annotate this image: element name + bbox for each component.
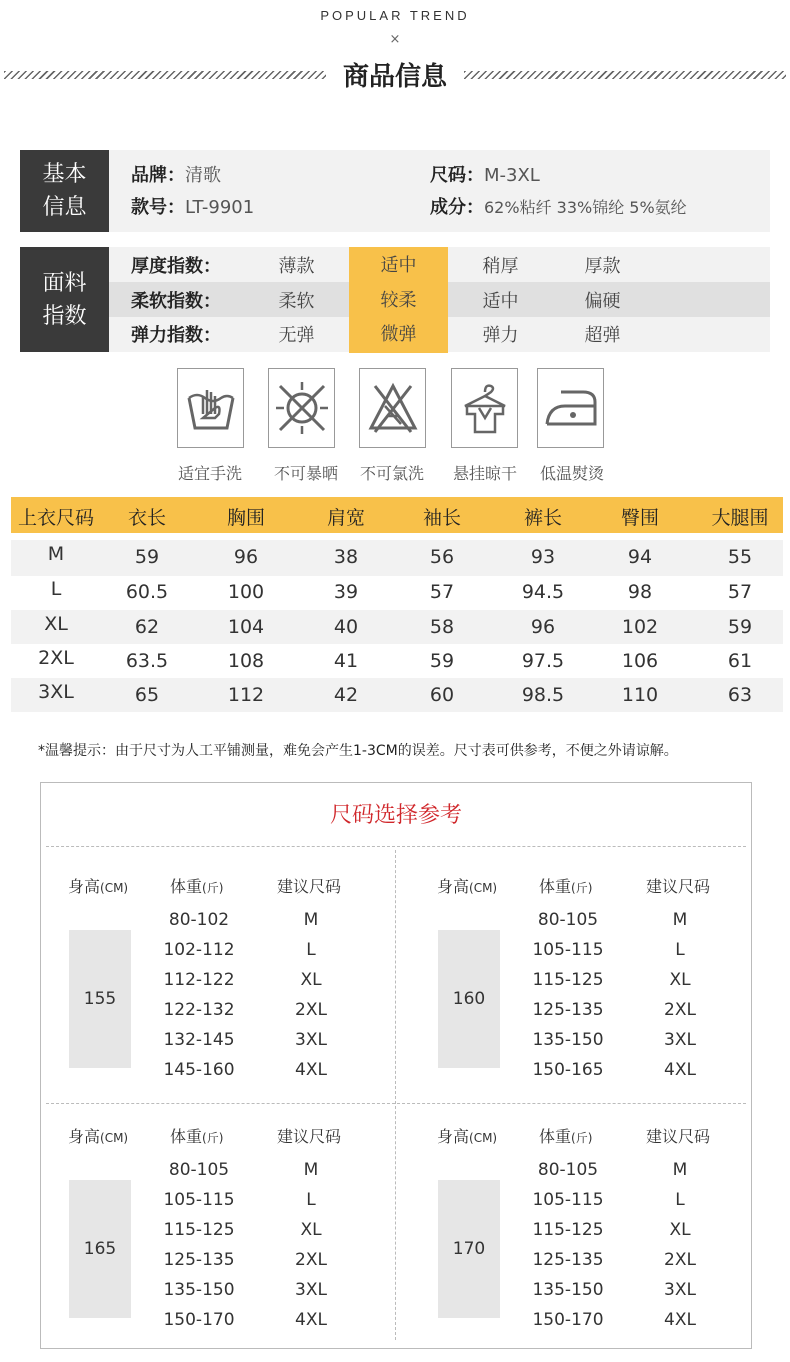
size-table-cell: 98.5 [521, 684, 565, 706]
size-table-size-cell: M [47, 543, 65, 565]
weight-range-cell: 135-150 [532, 1030, 604, 1050]
height-column-header: 身高(CM) [68, 877, 129, 896]
size-table-column-header: 上衣尺码 [17, 507, 94, 529]
size-table-cell: 94.5 [521, 581, 565, 603]
care-label: 适宜手洗 [177, 464, 242, 483]
size-table-cell: 59 [134, 546, 160, 568]
fabric-index-label: 面料 指数 [20, 247, 109, 352]
size-table-column-header: 肩宽 [326, 507, 365, 529]
size-table-cell: 96 [530, 616, 556, 638]
suggested-size-cell: L [675, 940, 685, 960]
height-value-box: 160 [438, 930, 500, 1068]
dashed-divider-vertical [395, 850, 396, 1340]
suggested-size-column-header: 建议尺码 [277, 877, 342, 896]
suggested-size-cell: M [672, 1160, 688, 1180]
weight-range-cell: 122-132 [163, 1000, 235, 1020]
weight-range-cell: 105-115 [532, 940, 604, 960]
weight-range-cell: 115-125 [163, 1220, 235, 1240]
suggested-size-cell: 3XL [664, 1030, 696, 1050]
size-table-size-cell: L [50, 578, 62, 600]
fabric-option-selected: 微弹 [349, 316, 448, 353]
section-title: 商品信息 [342, 62, 447, 92]
brand-field: 品牌：清歌 [131, 165, 221, 186]
size-table-cell: 61 [727, 650, 753, 672]
height-value-box: 165 [69, 1180, 131, 1318]
size-table-cell: 110 [621, 684, 659, 706]
fabric-option: 薄款 [278, 256, 315, 277]
size-table-size-cell: XL [44, 613, 68, 635]
size-table-cell: 56 [429, 546, 455, 568]
care-label: 低温熨烫 [539, 464, 604, 483]
size-table-cell: 62 [134, 616, 160, 638]
size-table-cell: 60.5 [125, 581, 169, 603]
size-table-cell: 100 [227, 581, 265, 603]
size-table-cell: 106 [621, 650, 659, 672]
weight-column-header: 体重(斤) [539, 877, 593, 896]
hand-wash-icon [177, 368, 244, 448]
size-table-cell: 41 [333, 650, 359, 672]
fabric-option: 厚款 [584, 256, 621, 277]
suggested-size-column-header: 建议尺码 [646, 877, 711, 896]
fabric-index-name: 厚度指数： [131, 256, 221, 277]
fabric-index-name: 柔软指数： [131, 291, 221, 312]
height-column-header: 身高(CM) [437, 1127, 498, 1146]
suggested-size-cell: 2XL [664, 1250, 696, 1270]
size-table-column-header: 裤长 [523, 507, 562, 529]
size-table-cell: 59 [727, 616, 753, 638]
fabric-option-selected: 适中 [349, 247, 448, 284]
size-table-cell: 38 [333, 546, 359, 568]
height-value-box: 155 [69, 930, 131, 1068]
size-range-field: 尺码：M-3XL [430, 165, 540, 186]
weight-range-cell: 150-170 [163, 1310, 235, 1330]
size-table-cell: 40 [333, 616, 359, 638]
suggested-size-cell: 4XL [295, 1060, 327, 1080]
size-table-cell: 65 [134, 684, 160, 706]
suggested-size-cell: 3XL [664, 1280, 696, 1300]
weight-range-cell: 105-115 [532, 1190, 604, 1210]
size-table-cell: 97.5 [521, 650, 565, 672]
size-table-cell: 42 [333, 684, 359, 706]
size-table-cell: 108 [227, 650, 265, 672]
size-table-size-cell: 3XL [38, 681, 74, 703]
size-table-cell: 96 [233, 546, 259, 568]
weight-range-cell: 125-135 [163, 1250, 235, 1270]
suggested-size-cell: XL [300, 970, 322, 990]
size-table-cell: 60 [429, 684, 455, 706]
size-table-cell: 59 [429, 650, 455, 672]
cross-mark: × [389, 32, 401, 47]
weight-range-cell: 150-170 [532, 1310, 604, 1330]
weight-range-cell: 80-105 [537, 1160, 599, 1180]
size-table-column-header: 衣长 [127, 507, 166, 529]
weight-column-header: 体重(斤) [170, 877, 224, 896]
weight-range-cell: 115-125 [532, 1220, 604, 1240]
measurement-tip: *温馨提示：由于尺寸为人工平铺测量，难免会产生1-3CM的误差。尺寸表可供参考，不便之外请谅解。 [38, 743, 678, 759]
fabric-option: 柔软 [278, 291, 315, 312]
height-column-header: 身高(CM) [68, 1127, 129, 1146]
weight-range-cell: 115-125 [532, 970, 604, 990]
size-table-cell: 58 [429, 616, 455, 638]
suggested-size-cell: M [672, 910, 688, 930]
no-sun-icon [268, 368, 335, 448]
size-table-cell: 63 [727, 684, 753, 706]
hang-dry-icon [451, 368, 518, 448]
care-label: 悬挂晾干 [452, 464, 517, 483]
suggested-size-cell: 2XL [295, 1250, 327, 1270]
weight-range-cell: 135-150 [163, 1280, 235, 1300]
fabric-option: 超弹 [584, 325, 621, 346]
suggested-size-cell: 4XL [664, 1060, 696, 1080]
suggested-size-cell: M [303, 1160, 319, 1180]
dashed-divider [46, 846, 746, 847]
weight-range-cell: 105-115 [163, 1190, 235, 1210]
size-table-cell: 57 [727, 581, 753, 603]
fabric-option: 无弹 [278, 325, 315, 346]
suggested-size-column-header: 建议尺码 [277, 1127, 342, 1146]
size-table-column-header: 臀围 [620, 507, 659, 529]
suggested-size-cell: XL [300, 1220, 322, 1240]
fabric-option-selected: 较柔 [349, 282, 448, 319]
suggested-size-cell: 2XL [664, 1000, 696, 1020]
fabric-index-name: 弹力指数： [131, 325, 221, 346]
suggested-size-column-header: 建议尺码 [646, 1127, 711, 1146]
size-table-cell: 39 [333, 581, 359, 603]
size-table-column-header: 胸围 [226, 507, 265, 529]
size-table-column-header: 大腿围 [711, 507, 769, 529]
weight-range-cell: 145-160 [163, 1060, 235, 1080]
weight-range-cell: 125-135 [532, 1250, 604, 1270]
care-label: 不可暴晒 [273, 464, 338, 483]
weight-range-cell: 102-112 [163, 940, 235, 960]
weight-range-cell: 150-165 [532, 1060, 604, 1080]
size-table-cell: 102 [621, 616, 659, 638]
size-table-cell: 63.5 [125, 650, 169, 672]
weight-range-cell: 80-105 [537, 910, 599, 930]
size-table-size-cell: 2XL [38, 647, 74, 669]
model-field: 款号：LT-9901 [131, 197, 255, 218]
size-table-column-header: 袖长 [422, 507, 461, 529]
size-recommend-title: 尺码选择参考 [329, 803, 462, 828]
dashed-divider [46, 1103, 746, 1104]
size-table-cell: 93 [530, 546, 556, 568]
weight-range-cell: 112-122 [163, 970, 235, 990]
suggested-size-cell: XL [669, 1220, 691, 1240]
suggested-size-cell: 3XL [295, 1280, 327, 1300]
suggested-size-cell: L [306, 940, 316, 960]
weight-column-header: 体重(斤) [170, 1127, 224, 1146]
fabric-option: 弹力 [482, 325, 519, 346]
size-table-cell: 104 [227, 616, 265, 638]
weight-range-cell: 135-150 [532, 1280, 604, 1300]
weight-range-cell: 80-105 [168, 1160, 230, 1180]
fabric-option: 适中 [482, 291, 519, 312]
size-table-cell: 57 [429, 581, 455, 603]
care-label: 不可氯洗 [359, 464, 424, 483]
material-field: 成分：62%粘纤 33%锦纶 5%氨纶 [430, 197, 687, 218]
weight-range-cell: 125-135 [532, 1000, 604, 1020]
suggested-size-cell: 4XL [664, 1310, 696, 1330]
basic-info-label: 基本 信息 [20, 150, 109, 232]
weight-range-cell: 80-102 [168, 910, 230, 930]
size-table-cell: 98 [627, 581, 653, 603]
suggested-size-cell: 4XL [295, 1310, 327, 1330]
popular-trend-text: POPULAR TREND [320, 8, 470, 23]
suggested-size-cell: 3XL [295, 1030, 327, 1050]
size-table-cell: 112 [227, 684, 265, 706]
fabric-option: 偏硬 [584, 291, 621, 312]
low-iron-icon [537, 368, 604, 448]
suggested-size-cell: XL [669, 970, 691, 990]
weight-column-header: 体重(斤) [539, 1127, 593, 1146]
weight-range-cell: 132-145 [163, 1030, 235, 1050]
suggested-size-cell: L [306, 1190, 316, 1210]
size-table-cell: 55 [727, 546, 753, 568]
suggested-size-cell: M [303, 910, 319, 930]
height-column-header: 身高(CM) [437, 877, 498, 896]
size-table-cell: 94 [627, 546, 653, 568]
suggested-size-cell: 2XL [295, 1000, 327, 1020]
fabric-option: 稍厚 [482, 256, 519, 277]
height-value-box: 170 [438, 1180, 500, 1318]
suggested-size-cell: L [675, 1190, 685, 1210]
no-bleach-icon [359, 368, 426, 448]
